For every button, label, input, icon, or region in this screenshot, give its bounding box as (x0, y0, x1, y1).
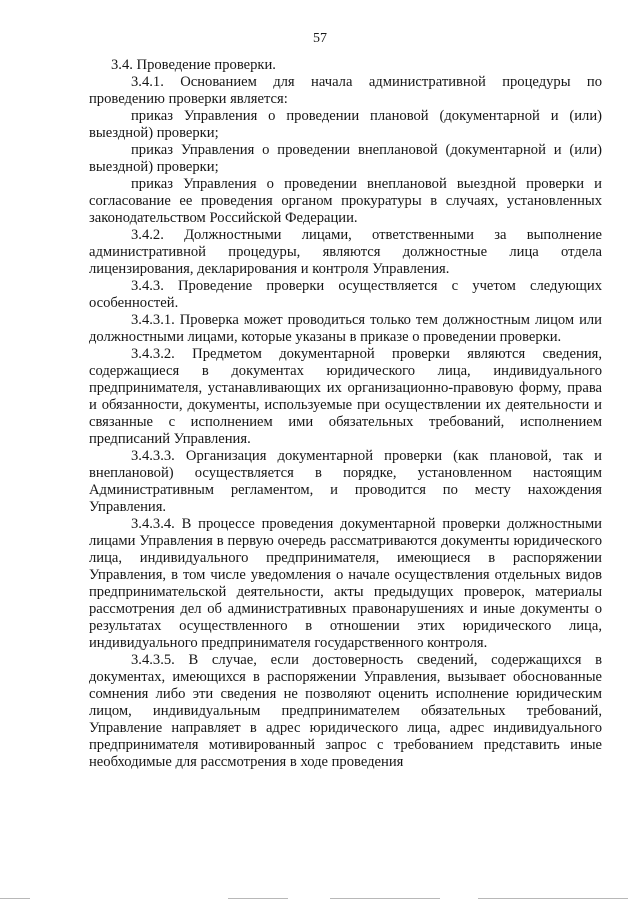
page-number: 57 (313, 31, 327, 46)
paragraph-basis-3: приказ Управления о проведении внеплановой выездной проверки и согласование ее проведения органом прокуратуры в случаях, установленных законодательством Российской Федерации. (89, 176, 602, 226)
section-heading: 3.4. Проведение проверки. (111, 57, 276, 73)
paragraph-3-4-2: 3.4.2. Должностными лицами, ответственными за выполнение административной процедуры, являются должностные лица отдела лицензирования, декларирования и контроля Управления. (89, 227, 602, 277)
paragraph-3-4-3: 3.4.3. Проведение проверки осуществляется с учетом следующих особенностей. (89, 278, 602, 311)
paragraph-3-4-3-5: 3.4.3.5. В случае, если достоверность сведений, содержащихся в документах, имеющихся в распоряжении Управления, вызывает обоснованные сомнения либо эти сведения не позволяют оценить исполнение юридическим лицом, индивидуальным предпринимателем обязательных требований, Управление направляет в адрес юридического лица, адрес индивидуального предпринимателя мотивированный запрос с требованием представить иные необходимые для рассмотрения в ходе проведения (89, 652, 602, 770)
scan-edge-mark (330, 898, 440, 899)
paragraph-3-4-3-1: 3.4.3.1. Проверка может проводиться только тем должностным лицом или должностными лицами, которые указаны в приказе о проведении проверки. (89, 312, 602, 345)
paragraph-3-4-3-3: 3.4.3.3. Организация документарной проверки (как плановой, так и внеплановой) осуществляется в порядке, установленном настоящим Административным регламентом, и проводится по месту нахождения Управления. (89, 448, 602, 515)
scan-edge-mark (0, 898, 30, 899)
paragraph-3-4-3-2: 3.4.3.2. Предметом документарной проверки являются сведения, содержащиеся в документах юридического лица, индивидуального предпринимателя, устанавливающих их организационно-правовую форму, права и обязанности, документы, используемые при осуществлении их деятельности и связанные с исполнением ими обязательных требований, исполнением предписаний Управления. (89, 346, 602, 447)
paragraph-basis-2: приказ Управления о проведении внеплановой (документарной и (или) выездной) проверки; (89, 142, 602, 175)
paragraph-basis-1: приказ Управления о проведении плановой (документарной и (или) выездной) проверки; (89, 108, 602, 141)
paragraph-3-4-1: 3.4.1. Основанием для начала административной процедуры по проведению проверки является: (89, 74, 602, 107)
scan-edge-mark (478, 898, 628, 899)
scan-edge-mark (228, 898, 288, 899)
paragraph-3-4-3-4: 3.4.3.4. В процессе проведения документарной проверки должностными лицами Управления в первую очередь рассматриваются документы юридического лица, индивидуального предпринимателя, имеющиеся в распоряжении Управления, в том числе уведомления о начале осуществления отдельных видов предпринимательской деятельности, акты предыдущих проверок, материалы рассмотрения дел об административных правонарушениях и иные документы о результатах осуществленного в отношении этих юридического лица, индивидуального предпринимателя государственного контроля. (89, 516, 602, 651)
document-body (89, 57, 602, 771)
